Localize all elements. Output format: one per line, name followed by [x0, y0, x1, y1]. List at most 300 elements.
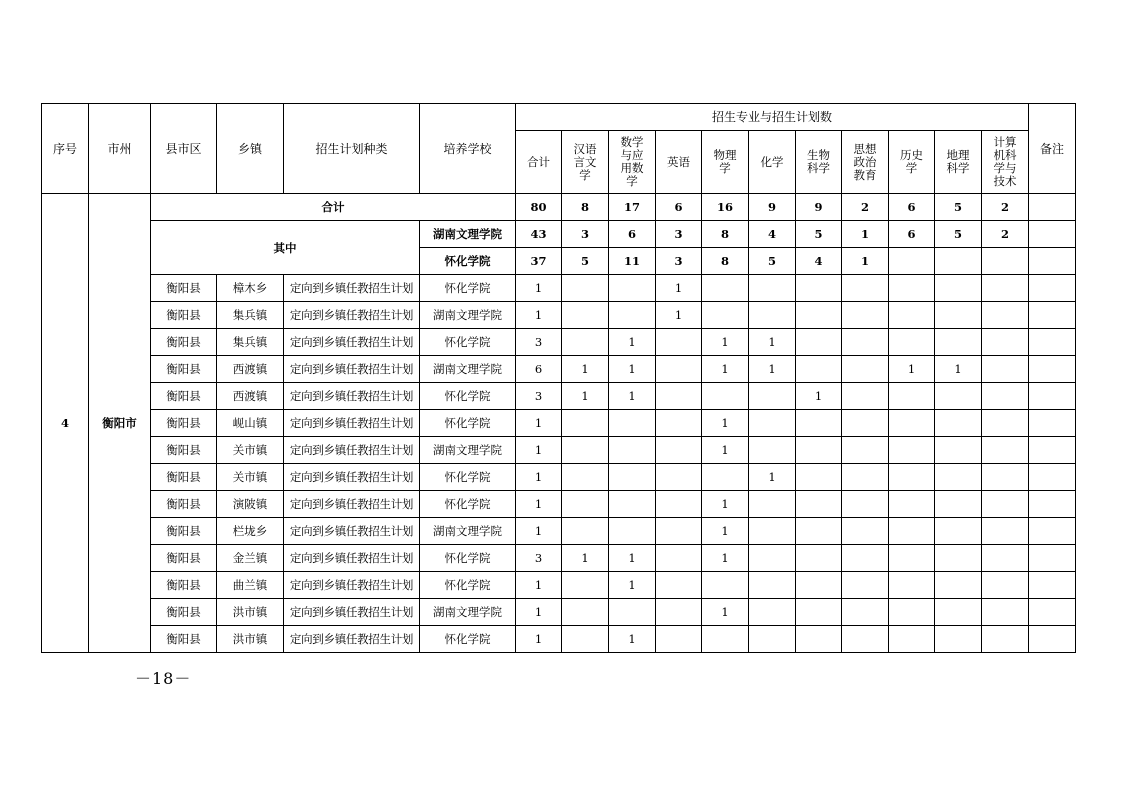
county-cell: 衡阳县 — [151, 410, 217, 437]
value-cell — [982, 356, 1029, 383]
value-cell — [982, 383, 1029, 410]
value-cell — [562, 302, 609, 329]
plan-type-cell: 定向到乡镇任教招生计划 — [284, 329, 420, 356]
value-cell — [562, 275, 609, 302]
header-major-7: 思想 政治 教育 — [842, 131, 889, 194]
table-row — [42, 437, 1076, 464]
value-cell — [935, 572, 982, 599]
header-major-9: 地理 科学 — [935, 131, 982, 194]
header-major-3: 英语 — [656, 131, 702, 194]
value-cell — [982, 248, 1029, 275]
value-cell — [796, 302, 842, 329]
plan-type-cell: 定向到乡镇任教招生计划 — [284, 383, 420, 410]
value-cell — [935, 329, 982, 356]
value-cell: 2 — [842, 194, 889, 221]
value-cell: 1 — [516, 599, 562, 626]
value-cell: 16 — [702, 194, 749, 221]
value-cell — [889, 572, 935, 599]
value-cell — [935, 248, 982, 275]
value-cell — [889, 248, 935, 275]
value-cell — [609, 302, 656, 329]
value-cell: 17 — [609, 194, 656, 221]
county-cell: 衡阳县 — [151, 383, 217, 410]
header-major-10: 计算 机科 学与 技术 — [982, 131, 1029, 194]
school-cell: 湖南文理学院 — [420, 221, 516, 248]
value-cell: 1 — [935, 356, 982, 383]
subtotal-label: 其中 — [151, 221, 420, 275]
header-major-2: 数学 与应 用数 学 — [609, 131, 656, 194]
value-cell — [935, 626, 982, 653]
value-cell: 1 — [702, 491, 749, 518]
remarks-cell — [1029, 491, 1076, 518]
remarks-cell — [1029, 302, 1076, 329]
value-cell — [796, 545, 842, 572]
value-cell: 1 — [562, 356, 609, 383]
header-county: 县市区 — [151, 104, 217, 194]
table-row — [42, 329, 1076, 356]
town-cell: 西渡镇 — [217, 356, 284, 383]
plan-type-cell: 定向到乡镇任教招生计划 — [284, 599, 420, 626]
value-cell: 1 — [516, 302, 562, 329]
value-cell: 5 — [935, 194, 982, 221]
value-cell: 1 — [609, 329, 656, 356]
value-cell — [749, 518, 796, 545]
school-cell: 怀化学院 — [420, 383, 516, 410]
value-cell: 1 — [609, 356, 656, 383]
county-cell: 衡阳县 — [151, 356, 217, 383]
value-cell: 2 — [982, 194, 1029, 221]
town-cell: 岘山镇 — [217, 410, 284, 437]
school-cell: 怀化学院 — [420, 545, 516, 572]
table-row — [42, 545, 1076, 572]
value-cell: 1 — [562, 383, 609, 410]
value-cell — [982, 599, 1029, 626]
value-cell: 1 — [516, 626, 562, 653]
value-cell — [889, 329, 935, 356]
plan-type-cell: 定向到乡镇任教招生计划 — [284, 275, 420, 302]
value-cell — [982, 410, 1029, 437]
value-cell: 3 — [516, 545, 562, 572]
value-cell — [796, 329, 842, 356]
value-cell — [935, 518, 982, 545]
remarks-cell — [1029, 356, 1076, 383]
value-cell: 9 — [749, 194, 796, 221]
value-cell — [609, 491, 656, 518]
value-cell — [749, 410, 796, 437]
plan-type-cell: 定向到乡镇任教招生计划 — [284, 518, 420, 545]
value-cell — [842, 491, 889, 518]
county-cell: 衡阳县 — [151, 275, 217, 302]
value-cell: 1 — [842, 221, 889, 248]
value-cell: 6 — [889, 194, 935, 221]
table-row — [42, 626, 1076, 653]
value-cell — [656, 410, 702, 437]
value-cell — [842, 437, 889, 464]
value-cell: 9 — [796, 194, 842, 221]
value-cell — [889, 383, 935, 410]
value-cell — [656, 572, 702, 599]
value-cell — [656, 383, 702, 410]
table-row — [42, 275, 1076, 302]
value-cell — [889, 410, 935, 437]
town-cell: 集兵镇 — [217, 329, 284, 356]
table-row — [42, 599, 1076, 626]
value-cell: 1 — [702, 518, 749, 545]
header-town: 乡镇 — [217, 104, 284, 194]
value-cell — [982, 626, 1029, 653]
value-cell — [562, 626, 609, 653]
value-cell — [889, 437, 935, 464]
value-cell: 4 — [796, 248, 842, 275]
value-cell — [749, 383, 796, 410]
value-cell — [982, 275, 1029, 302]
value-cell — [935, 545, 982, 572]
plan-type-cell: 定向到乡镇任教招生计划 — [284, 572, 420, 599]
remarks-cell — [1029, 248, 1076, 275]
value-cell — [935, 275, 982, 302]
table-body — [42, 194, 1076, 653]
plan-type-cell: 定向到乡镇任教招生计划 — [284, 545, 420, 572]
plan-type-cell: 定向到乡镇任教招生计划 — [284, 356, 420, 383]
value-cell — [702, 302, 749, 329]
total-row — [42, 194, 1076, 221]
value-cell: 1 — [656, 275, 702, 302]
value-cell — [656, 356, 702, 383]
value-cell — [982, 464, 1029, 491]
header-major-6: 生物 科学 — [796, 131, 842, 194]
value-cell: 3 — [656, 248, 702, 275]
value-cell — [562, 572, 609, 599]
value-cell: 4 — [749, 221, 796, 248]
plan-type-cell: 定向到乡镇任教招生计划 — [284, 410, 420, 437]
remarks-cell — [1029, 626, 1076, 653]
header-majors-group: 招生专业与招生计划数 — [516, 104, 1029, 131]
total-label: 合计 — [151, 194, 516, 221]
value-cell — [702, 572, 749, 599]
value-cell: 1 — [516, 464, 562, 491]
value-cell: 2 — [982, 221, 1029, 248]
value-cell — [609, 410, 656, 437]
value-cell: 3 — [562, 221, 609, 248]
county-cell: 衡阳县 — [151, 329, 217, 356]
remarks-cell — [1029, 572, 1076, 599]
value-cell — [656, 437, 702, 464]
value-cell — [842, 356, 889, 383]
value-cell — [982, 518, 1029, 545]
value-cell — [656, 599, 702, 626]
value-cell — [609, 599, 656, 626]
value-cell — [562, 464, 609, 491]
remarks-cell — [1029, 329, 1076, 356]
town-cell: 金兰镇 — [217, 545, 284, 572]
table-row — [42, 464, 1076, 491]
value-cell: 1 — [656, 302, 702, 329]
value-cell — [749, 626, 796, 653]
header-major-0: 合计 — [516, 131, 562, 194]
value-cell: 1 — [562, 545, 609, 572]
enrollment-plan-table — [41, 103, 1076, 653]
table-row — [42, 410, 1076, 437]
school-cell: 怀化学院 — [420, 248, 516, 275]
school-cell: 湖南文理学院 — [420, 518, 516, 545]
value-cell: 6 — [609, 221, 656, 248]
plan-type-cell: 定向到乡镇任教招生计划 — [284, 491, 420, 518]
value-cell: 43 — [516, 221, 562, 248]
value-cell — [749, 572, 796, 599]
value-cell — [656, 464, 702, 491]
county-cell: 衡阳县 — [151, 437, 217, 464]
value-cell: 1 — [516, 572, 562, 599]
value-cell — [702, 275, 749, 302]
plan-type-cell: 定向到乡镇任教招生计划 — [284, 626, 420, 653]
value-cell — [842, 464, 889, 491]
value-cell: 1 — [516, 491, 562, 518]
value-cell: 37 — [516, 248, 562, 275]
value-cell — [656, 491, 702, 518]
value-cell — [609, 464, 656, 491]
value-cell: 1 — [749, 464, 796, 491]
value-cell — [702, 464, 749, 491]
value-cell — [982, 572, 1029, 599]
table-row — [42, 356, 1076, 383]
school-cell: 湖南文理学院 — [420, 356, 516, 383]
value-cell — [796, 275, 842, 302]
county-cell: 衡阳县 — [151, 518, 217, 545]
value-cell: 5 — [749, 248, 796, 275]
header-plan-type: 招生计划种类 — [284, 104, 420, 194]
school-cell: 怀化学院 — [420, 410, 516, 437]
value-cell — [656, 329, 702, 356]
value-cell — [562, 518, 609, 545]
value-cell — [982, 329, 1029, 356]
value-cell — [889, 626, 935, 653]
value-cell — [796, 464, 842, 491]
value-cell — [842, 275, 889, 302]
town-cell: 集兵镇 — [217, 302, 284, 329]
value-cell: 11 — [609, 248, 656, 275]
school-cell: 湖南文理学院 — [420, 437, 516, 464]
header-seq: 序号 — [42, 104, 89, 194]
value-cell — [842, 410, 889, 437]
town-cell: 曲兰镇 — [217, 572, 284, 599]
value-cell — [935, 491, 982, 518]
value-cell — [796, 437, 842, 464]
value-cell — [562, 599, 609, 626]
school-cell: 湖南文理学院 — [420, 599, 516, 626]
value-cell — [749, 437, 796, 464]
page-number: －18－ — [135, 669, 192, 688]
value-cell: 6 — [889, 221, 935, 248]
value-cell — [562, 491, 609, 518]
town-cell: 洪市镇 — [217, 599, 284, 626]
school-cell: 怀化学院 — [420, 572, 516, 599]
value-cell: 1 — [749, 329, 796, 356]
remarks-cell — [1029, 437, 1076, 464]
plan-type-cell: 定向到乡镇任教招生计划 — [284, 302, 420, 329]
city-cell: 衡阳市 — [89, 194, 151, 653]
value-cell — [609, 275, 656, 302]
value-cell — [889, 518, 935, 545]
value-cell: 1 — [516, 275, 562, 302]
remarks-cell — [1029, 545, 1076, 572]
value-cell — [982, 491, 1029, 518]
value-cell: 3 — [656, 221, 702, 248]
value-cell — [935, 383, 982, 410]
subtotal-row — [42, 221, 1076, 248]
school-cell: 怀化学院 — [420, 329, 516, 356]
county-cell: 衡阳县 — [151, 302, 217, 329]
remarks-cell — [1029, 518, 1076, 545]
table-header — [42, 104, 1076, 194]
header-city: 市州 — [89, 104, 151, 194]
table-row — [42, 383, 1076, 410]
value-cell — [796, 572, 842, 599]
value-cell — [889, 491, 935, 518]
value-cell: 8 — [702, 248, 749, 275]
value-cell — [702, 626, 749, 653]
town-cell: 关市镇 — [217, 464, 284, 491]
value-cell — [796, 599, 842, 626]
county-cell: 衡阳县 — [151, 572, 217, 599]
value-cell — [796, 356, 842, 383]
town-cell: 栏垅乡 — [217, 518, 284, 545]
value-cell — [842, 572, 889, 599]
header-school: 培养学校 — [420, 104, 516, 194]
value-cell — [562, 410, 609, 437]
town-cell: 西渡镇 — [217, 383, 284, 410]
value-cell — [935, 437, 982, 464]
value-cell: 1 — [796, 383, 842, 410]
value-cell: 1 — [516, 518, 562, 545]
header-remarks: 备注 — [1029, 104, 1076, 194]
value-cell — [842, 545, 889, 572]
value-cell: 1 — [889, 356, 935, 383]
table-row — [42, 572, 1076, 599]
town-cell: 关市镇 — [217, 437, 284, 464]
remarks-cell — [1029, 599, 1076, 626]
value-cell: 6 — [516, 356, 562, 383]
remarks-cell — [1029, 383, 1076, 410]
value-cell: 1 — [609, 545, 656, 572]
value-cell: 5 — [935, 221, 982, 248]
town-cell: 演陂镇 — [217, 491, 284, 518]
value-cell — [982, 437, 1029, 464]
value-cell: 3 — [516, 329, 562, 356]
value-cell: 80 — [516, 194, 562, 221]
value-cell — [796, 626, 842, 653]
value-cell — [749, 545, 796, 572]
county-cell: 衡阳县 — [151, 626, 217, 653]
header-major-8: 历史 学 — [889, 131, 935, 194]
school-cell: 湖南文理学院 — [420, 302, 516, 329]
school-cell: 怀化学院 — [420, 275, 516, 302]
county-cell: 衡阳县 — [151, 464, 217, 491]
value-cell — [935, 599, 982, 626]
school-cell: 怀化学院 — [420, 626, 516, 653]
value-cell — [656, 518, 702, 545]
value-cell: 6 — [656, 194, 702, 221]
value-cell — [702, 383, 749, 410]
value-cell: 1 — [702, 410, 749, 437]
value-cell: 1 — [609, 626, 656, 653]
value-cell: 1 — [702, 545, 749, 572]
value-cell — [889, 275, 935, 302]
value-cell: 1 — [702, 329, 749, 356]
value-cell — [796, 518, 842, 545]
value-cell: 5 — [796, 221, 842, 248]
value-cell — [889, 545, 935, 572]
value-cell — [656, 545, 702, 572]
value-cell — [935, 302, 982, 329]
county-cell: 衡阳县 — [151, 491, 217, 518]
value-cell — [842, 626, 889, 653]
value-cell — [562, 329, 609, 356]
value-cell — [749, 491, 796, 518]
header-major-4: 物理 学 — [702, 131, 749, 194]
school-cell: 怀化学院 — [420, 464, 516, 491]
value-cell: 1 — [609, 383, 656, 410]
value-cell — [982, 545, 1029, 572]
value-cell — [656, 626, 702, 653]
value-cell — [842, 329, 889, 356]
value-cell — [889, 464, 935, 491]
header-major-5: 化学 — [749, 131, 796, 194]
value-cell: 5 — [562, 248, 609, 275]
town-cell: 樟木乡 — [217, 275, 284, 302]
value-cell — [842, 599, 889, 626]
remarks-cell — [1029, 275, 1076, 302]
value-cell — [842, 383, 889, 410]
value-cell — [796, 410, 842, 437]
value-cell: 1 — [702, 599, 749, 626]
remarks-cell — [1029, 410, 1076, 437]
value-cell — [982, 302, 1029, 329]
value-cell: 1 — [609, 572, 656, 599]
value-cell — [889, 599, 935, 626]
value-cell: 1 — [516, 410, 562, 437]
value-cell: 8 — [702, 221, 749, 248]
value-cell — [842, 518, 889, 545]
plan-type-cell: 定向到乡镇任教招生计划 — [284, 437, 420, 464]
value-cell — [889, 302, 935, 329]
value-cell — [749, 302, 796, 329]
seq-cell: 4 — [42, 194, 89, 653]
remarks-cell — [1029, 194, 1076, 221]
plan-type-cell: 定向到乡镇任教招生计划 — [284, 464, 420, 491]
table-row — [42, 302, 1076, 329]
value-cell — [935, 464, 982, 491]
value-cell — [609, 518, 656, 545]
header-major-1: 汉语 言文 学 — [562, 131, 609, 194]
value-cell: 3 — [516, 383, 562, 410]
table-row — [42, 518, 1076, 545]
value-cell: 8 — [562, 194, 609, 221]
county-cell: 衡阳县 — [151, 545, 217, 572]
value-cell: 1 — [516, 437, 562, 464]
value-cell — [749, 599, 796, 626]
school-cell: 怀化学院 — [420, 491, 516, 518]
value-cell: 1 — [702, 437, 749, 464]
county-cell: 衡阳县 — [151, 599, 217, 626]
town-cell: 洪市镇 — [217, 626, 284, 653]
value-cell — [749, 275, 796, 302]
value-cell — [842, 302, 889, 329]
value-cell: 1 — [702, 356, 749, 383]
table-row — [42, 491, 1076, 518]
value-cell: 1 — [749, 356, 796, 383]
value-cell — [562, 437, 609, 464]
value-cell — [935, 410, 982, 437]
